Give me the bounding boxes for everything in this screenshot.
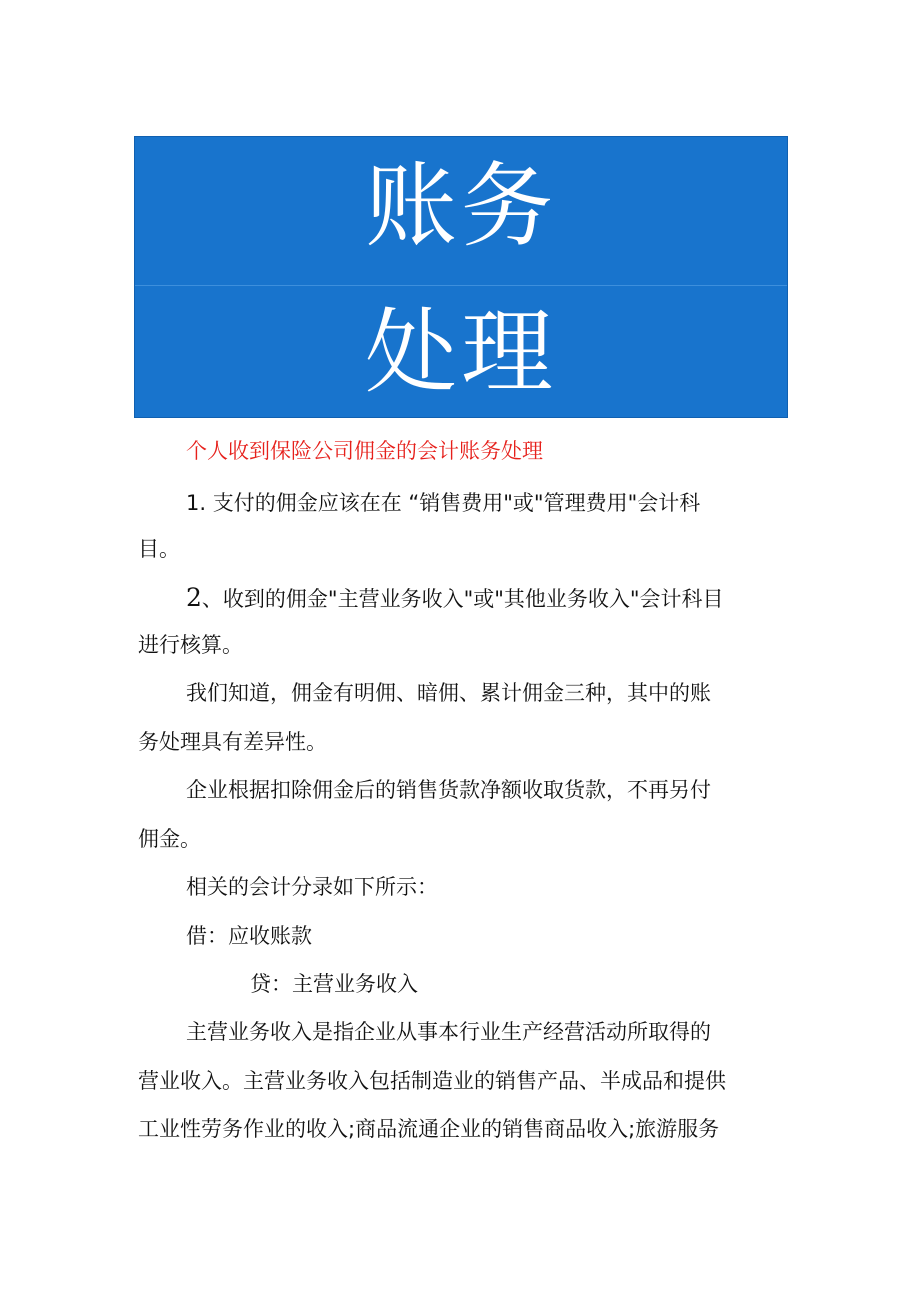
paragraph-2-text: 、收到的佣金"主营业务收入"或"其他业务收入"会计科目 (201, 587, 724, 611)
paragraph-1-line-2: 目。 (138, 537, 180, 561)
title-banner (134, 136, 788, 418)
journal-credit: 贷：主营业务收入 (250, 972, 418, 996)
banner-title-line1: 账务 (364, 153, 557, 260)
paragraph-5: 相关的会计分录如下所示： (186, 875, 438, 899)
paragraph-2-line-2: 进行核算。 (138, 633, 243, 657)
banner-divider (135, 285, 787, 286)
journal-debit: 借：应收账款 (186, 924, 312, 948)
paragraph-3-line-1: 我们知道，佣金有明佣、暗佣、累计佣金三种，其中的账 (186, 681, 711, 705)
paragraph-4-line-2: 佣金。 (138, 827, 201, 851)
paragraph-2-number: 2 (186, 583, 202, 612)
paragraph-3-line-2: 务处理具有差异性。 (138, 730, 327, 754)
paragraph-2-line-1 (186, 582, 724, 613)
paragraph-6-line-3: 工业性劳务作业的收入;商品流通企业的销售商品收入;旅游服务 (138, 1117, 720, 1141)
paragraph-6-line-1: 主营业务收入是指企业从事本行业生产经营活动所取得的 (186, 1020, 711, 1044)
paragraph-4-line-1: 企业根据扣除佣金后的销售货款净额收取货款，不再另付 (186, 778, 711, 802)
paragraph-6-line-2: 营业收入。主营业务收入包括制造业的销售产品、半成品和提供 (138, 1069, 726, 1093)
section-heading: 个人收到保险公司佣金的会计账务处理 (186, 439, 543, 463)
paragraph-1-line-1: 1. 支付的佣金应该在在 “销售费用"或"管理费用"会计科 (186, 491, 701, 515)
banner-title-line2: 处理 (364, 299, 557, 406)
